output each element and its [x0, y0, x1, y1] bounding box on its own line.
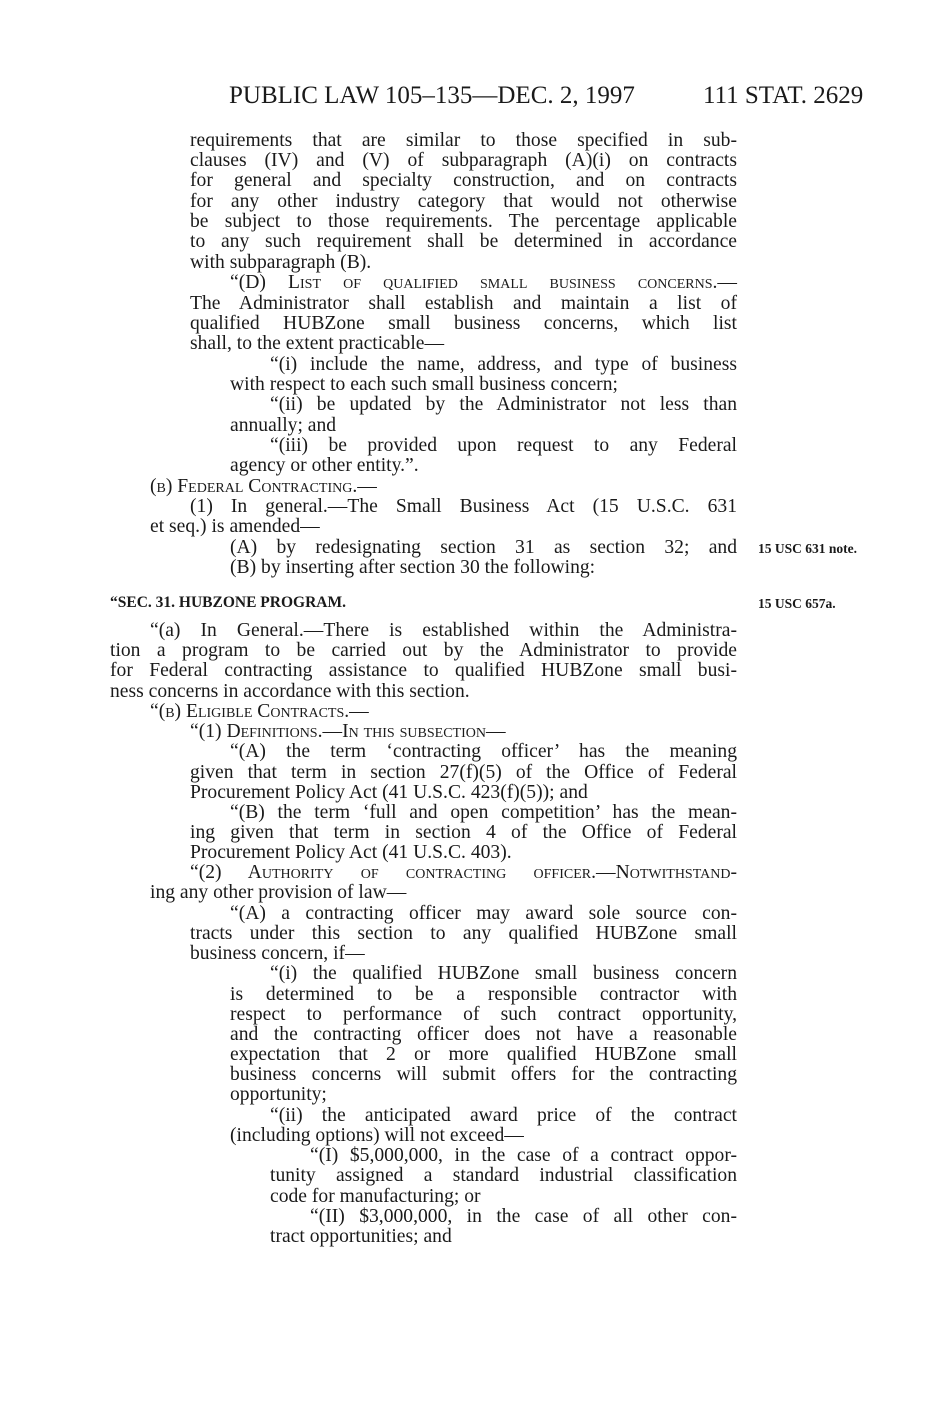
paragraph-heading: “(1) Definitions.—In this subsection—: [190, 721, 506, 742]
text-line: “(iii) be provided upon request to any Federal: [270, 435, 737, 456]
text-line: “(A) a contracting officer may award sole source con-: [230, 903, 737, 924]
text-line: (1) In general.—The Small Business Act (15 U.S.C. 631: [190, 496, 737, 517]
text-line: et seq.) is amended—: [150, 516, 320, 537]
text-line: be subject to those requirements. The percentage applicable: [190, 211, 737, 232]
text-line: (including options) will not exceed—: [230, 1125, 524, 1146]
margin-note-631: 15 USC 631 note.: [758, 541, 858, 556]
text-line: code for manufacturing; or: [270, 1186, 481, 1207]
text-line: tunity assigned a standard industrial classification: [270, 1165, 737, 1186]
subparagraph-heading: “(D) List of qualified small business concerns.—: [230, 272, 737, 293]
text-line: “(I) $5,000,000, in the case of a contract oppor-: [310, 1145, 737, 1166]
text-line: “(a) In General.—There is established within the Administra-: [150, 620, 737, 641]
text-line: with subparagraph (B).: [190, 252, 372, 273]
text-line: The Administrator shall establish and maintain a list of: [190, 293, 737, 314]
margin-note-657a: 15 USC 657a.: [758, 596, 836, 611]
text-line: opportunity;: [230, 1084, 327, 1105]
text-line: business concerns will submit offers for the contracting: [230, 1064, 737, 1085]
running-header-right: 111 STAT. 2629: [703, 82, 864, 109]
text-line: for general and specialty construction, and on contracts: [190, 170, 737, 191]
text-line: ing any other provision of law—: [150, 882, 407, 903]
running-header-left: PUBLIC LAW 105–135—DEC. 2, 1997: [229, 82, 635, 109]
text-line: (A) by redesignating section 31 as section 32; and: [230, 537, 737, 558]
subsection-heading: “(b) Eligible Contracts.—: [150, 701, 369, 722]
text-line: “(B) the term ‘full and open competition’ has the mean-: [230, 802, 737, 823]
text-line: tion a program to be carried out by the Administrator to provide: [110, 640, 737, 661]
text-line: “(i) include the name, address, and type of business: [270, 354, 737, 375]
text-line: “(II) $3,000,000, in the case of all other con-: [310, 1206, 737, 1227]
text-line: tract opportunities; and: [270, 1226, 452, 1247]
text-line: ing given that term in section 4 of the Office of Federal: [190, 822, 737, 843]
text-line: requirements that are similar to those specified in sub-: [190, 130, 737, 151]
text-line: annually; and: [230, 415, 337, 436]
text-line: to any such requirement shall be determined in accordance: [190, 231, 737, 252]
section-heading: “SEC. 31. HUBZONE PROGRAM.: [110, 594, 346, 611]
text-line: given that term in section 27(f)(5) of the Office of Federal: [190, 762, 737, 783]
text-line: is determined to be a responsible contractor with: [230, 984, 737, 1005]
text-line: clauses (IV) and (V) of subparagraph (A)(i) on contracts: [190, 150, 737, 171]
text-line: with respect to each such small business concern;: [230, 374, 618, 395]
text-line: Procurement Policy Act (41 U.S.C. 403).: [190, 842, 512, 863]
text-line: Procurement Policy Act (41 U.S.C. 423(f)(5)); and: [190, 782, 588, 803]
text-line: (B) by inserting after section 30 the following:: [230, 557, 596, 578]
text-line: tracts under this section to any qualified HUBZone small: [190, 923, 737, 944]
text-line: qualified HUBZone small business concerns, which list: [190, 313, 737, 334]
text-line: for Federal contracting assistance to qualified HUBZone small busi-: [110, 660, 737, 681]
text-line: “(ii) be updated by the Administrator not less than: [270, 394, 737, 415]
text-line: business concern, if—: [190, 943, 365, 964]
text-line: “(i) the qualified HUBZone small business concern: [270, 963, 737, 984]
text-line: “(ii) the anticipated award price of the contract: [270, 1105, 737, 1126]
text-line: ness concerns in accordance with this section.: [110, 681, 470, 702]
subsection-heading: (b) Federal Contracting.—: [150, 476, 377, 497]
text-line: agency or other entity.”.: [230, 455, 419, 476]
text-line: shall, to the extent practicable—: [190, 333, 445, 354]
text-line: for any other industry category that would not otherwise: [190, 191, 737, 212]
text-line: “(A) the term ‘contracting officer’ has the meaning: [230, 741, 737, 762]
paragraph-heading: “(2) Authority of contracting officer.—Notwithstand-: [190, 862, 737, 883]
text-line: and the contracting officer does not have a reasonable: [230, 1024, 737, 1045]
text-line: respect to performance of such contract opportunity,: [230, 1004, 737, 1025]
text-line: expectation that 2 or more qualified HUBZone small: [230, 1044, 737, 1065]
